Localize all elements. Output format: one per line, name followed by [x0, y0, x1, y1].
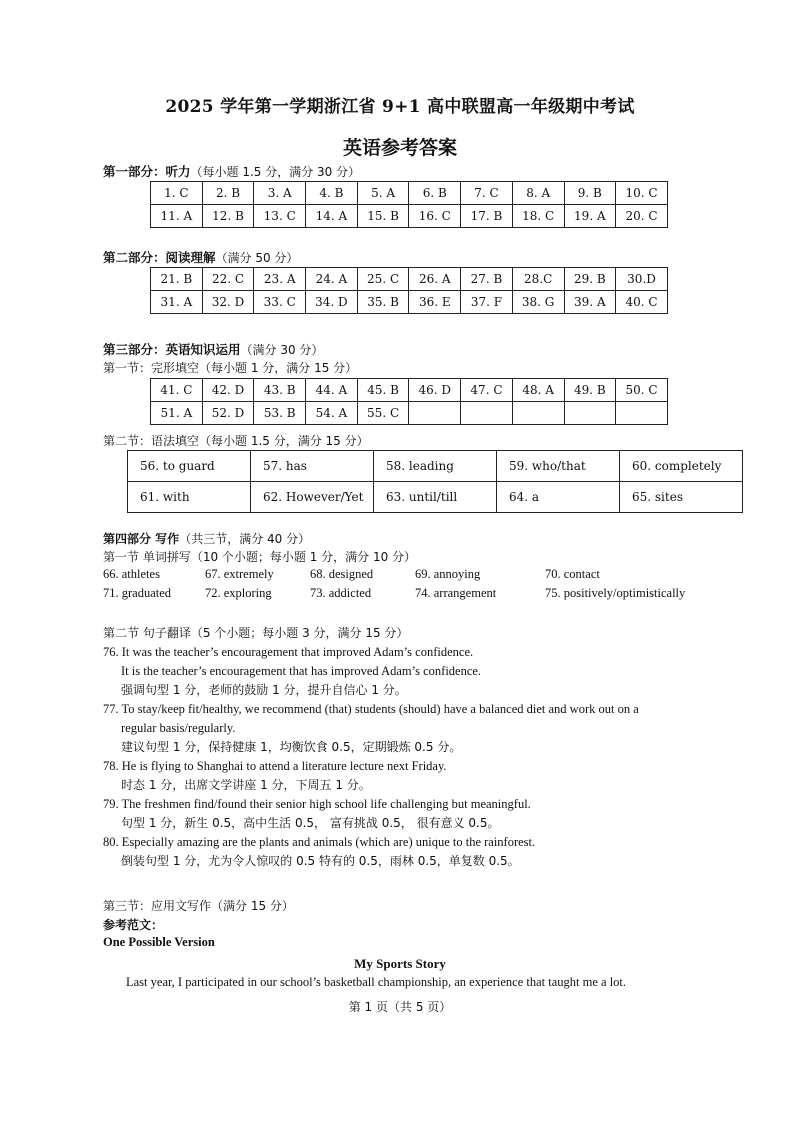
answer-cell: 6. B	[409, 182, 461, 205]
answer-cell: 54. A	[306, 402, 358, 425]
spelling-answer: 66. athletes	[103, 567, 160, 581]
answer-cell: 33. C	[254, 291, 306, 314]
answer-cell	[616, 402, 668, 425]
answer-cell: 59. who/that	[497, 451, 620, 482]
answer-cell: 19. A	[564, 205, 616, 228]
answer-cell: 15. B	[357, 205, 409, 228]
spelling-answer: 71. graduated	[103, 586, 172, 600]
answer-cell: 57. has	[251, 451, 374, 482]
spelling-answer: 69. annoying	[415, 567, 481, 581]
part1-heading: 第一部分：听力（每小题 1.5 分，满分 30 分）	[103, 164, 361, 179]
answer-cell: 23. A	[254, 268, 306, 291]
answer-cell: 32. D	[202, 291, 254, 314]
answer-cell: 43. B	[254, 379, 306, 402]
q79-answer: 79. The freshmen find/found their senior high school life challenging but meaningful.	[103, 797, 531, 811]
answer-cell: 24. A	[306, 268, 358, 291]
q76-scoring: 强调句型 1 分，老师的鼓励 1 分，提升自信心 1 分。	[121, 683, 407, 697]
answer-cell: 47. C	[461, 379, 513, 402]
q78-scoring: 时态 1 分，出席文学讲座 1 分，下周五 1 分。	[121, 778, 371, 792]
answer-cell: 8. A	[512, 182, 564, 205]
spelling-answer: 72. exploring	[205, 586, 272, 600]
answer-cell: 26. A	[409, 268, 461, 291]
answer-key-title: 英语参考答案	[342, 137, 457, 159]
q76-answer-2: It is the teacher’s encouragement that has improved Adam’s confidence.	[121, 664, 482, 678]
answer-cell: 12. B	[202, 205, 254, 228]
q79-scoring: 句型 1 分，新生 0.5，高中生活 0.5， 富有挑战 0.5， 很有意义 0.5。	[121, 816, 500, 830]
answer-cell: 9. B	[564, 182, 616, 205]
answer-cell: 34. D	[306, 291, 358, 314]
answer-cell: 64. a	[497, 482, 620, 513]
answer-cell: 27. B	[461, 268, 513, 291]
answer-cell: 36. E	[409, 291, 461, 314]
spelling-answer: 73. addicted	[310, 586, 372, 600]
answer-cell	[461, 402, 513, 425]
answer-cell: 17. B	[461, 205, 513, 228]
q78-answer: 78. He is flying to Shanghai to attend a literature lecture next Friday.	[103, 759, 447, 773]
answer-cell: 13. C	[254, 205, 306, 228]
answer-cell: 55. C	[357, 402, 409, 425]
q77-answer-2: regular basis/regularly.	[121, 721, 236, 735]
answer-cell: 39. A	[564, 291, 616, 314]
spelling-answer: 70. contact	[545, 567, 600, 581]
answer-cell: 45. B	[357, 379, 409, 402]
spelling-answer: 68. designed	[310, 567, 374, 581]
answer-cell: 40. C	[616, 291, 668, 314]
answer-cell: 30.D	[616, 268, 668, 291]
part3-section2-heading: 第二节：语法填空（每小题 1.5 分，满分 15 分）	[103, 434, 369, 448]
grammar-answer-table	[127, 450, 743, 513]
answer-cell: 21. B	[151, 268, 203, 291]
answer-cell: 22. C	[202, 268, 254, 291]
q80-scoring: 倒装句型 1 分，尤为令人惊叹的 0.5 特有的 0.5，雨林 0.5，单复数 0.5。	[121, 854, 520, 868]
answer-cell: 37. F	[461, 291, 513, 314]
answer-cell: 52. D	[202, 402, 254, 425]
answer-cell: 4. B	[306, 182, 358, 205]
answer-cell: 20. C	[616, 205, 668, 228]
answer-cell: 14. A	[306, 205, 358, 228]
answer-cell: 65. sites	[620, 482, 743, 513]
answer-cell: 58. leading	[374, 451, 497, 482]
part4-section1-heading: 第一节 单词拼写（10 个小题；每小题 1 分，满分 10 分）	[103, 550, 417, 564]
q80-answer: 80. Especially amazing are the plants and animals (which are) unique to the rainforest.	[103, 835, 536, 849]
answer-cell: 29. B	[564, 268, 616, 291]
q77-scoring: 建议句型 1 分，保持健康 1，均衡饮食 0.5，定期锻炼 0.5 分。	[121, 740, 462, 754]
part3-section1-heading: 第一节：完形填空（每小题 1 分，满分 15 分）	[103, 361, 358, 375]
answer-cell: 63. until/till	[374, 482, 497, 513]
part2-heading: 第二部分：阅读理解（满分 50 分）	[103, 250, 299, 265]
answer-cell: 11. A	[151, 205, 203, 228]
cloze-answer-table	[150, 378, 668, 425]
answer-cell	[409, 402, 461, 425]
part4-section2-heading: 第二节 句子翻译（5 个小题；每小题 3 分，满分 15 分）	[103, 626, 409, 640]
answer-cell: 31. A	[151, 291, 203, 314]
answer-cell: 42. D	[202, 379, 254, 402]
answer-cell: 53. B	[254, 402, 306, 425]
answer-cell: 25. C	[357, 268, 409, 291]
answer-cell: 48. A	[512, 379, 564, 402]
answer-cell: 56. to guard	[128, 451, 251, 482]
answer-cell: 3. A	[254, 182, 306, 205]
answer-cell: 10. C	[616, 182, 668, 205]
answer-cell: 44. A	[306, 379, 358, 402]
answer-cell: 35. B	[357, 291, 409, 314]
part4-section3-heading: 第三节：应用文写作（满分 15 分）	[103, 899, 294, 913]
answer-cell: 49. B	[564, 379, 616, 402]
spelling-answer: 67. extremely	[205, 567, 274, 581]
answer-cell: 2. B	[202, 182, 254, 205]
q76-answer-1: 76. It was the teacher’s encouragement that improved Adam’s confidence.	[103, 645, 474, 659]
reference-label: 参考范文：	[103, 918, 164, 932]
answer-cell: 18. C	[512, 205, 564, 228]
part1-answer-table	[150, 181, 668, 228]
answer-cell: 38. G	[512, 291, 564, 314]
spelling-answer: 74. arrangement	[415, 586, 497, 600]
exam-title: 2025 学年第一学期浙江省 9+1 高中联盟高一年级期中考试	[165, 97, 635, 117]
part2-answer-table	[150, 267, 668, 314]
answer-cell: 16. C	[409, 205, 461, 228]
answer-cell: 46. D	[409, 379, 461, 402]
page-footer: 第 1 页（共 5 页）	[348, 1000, 452, 1014]
answer-cell: 60. completely	[620, 451, 743, 482]
answer-cell: 1. C	[151, 182, 203, 205]
answer-cell: 7. C	[461, 182, 513, 205]
answer-cell: 28.C	[512, 268, 564, 291]
part3-heading: 第三部分：英语知识运用（满分 30 分）	[103, 342, 324, 357]
version-label: One Possible Version	[103, 935, 215, 949]
essay-line-1: Last year, I participated in our school’s basketball championship, an experience that taught me a lot.	[126, 975, 627, 989]
answer-cell	[512, 402, 564, 425]
q77-answer-1: 77. To stay/keep fit/healthy, we recommend (that) students (should) have a balanced diet and work out on a	[103, 702, 639, 716]
answer-cell: 61. with	[128, 482, 251, 513]
answer-cell: 62. However/Yet	[251, 482, 374, 513]
answer-cell: 5. A	[357, 182, 409, 205]
answer-cell: 51. A	[151, 402, 203, 425]
answer-cell: 50. C	[616, 379, 668, 402]
part4-heading: 第四部分 写作（共三节，满分 40 分）	[103, 532, 311, 546]
spelling-answer: 75. positively/optimistically	[545, 586, 686, 600]
essay-title: My Sports Story	[354, 956, 446, 971]
translation-answers	[103, 643, 703, 871]
answer-cell: 41. C	[151, 379, 203, 402]
answer-cell	[564, 402, 616, 425]
